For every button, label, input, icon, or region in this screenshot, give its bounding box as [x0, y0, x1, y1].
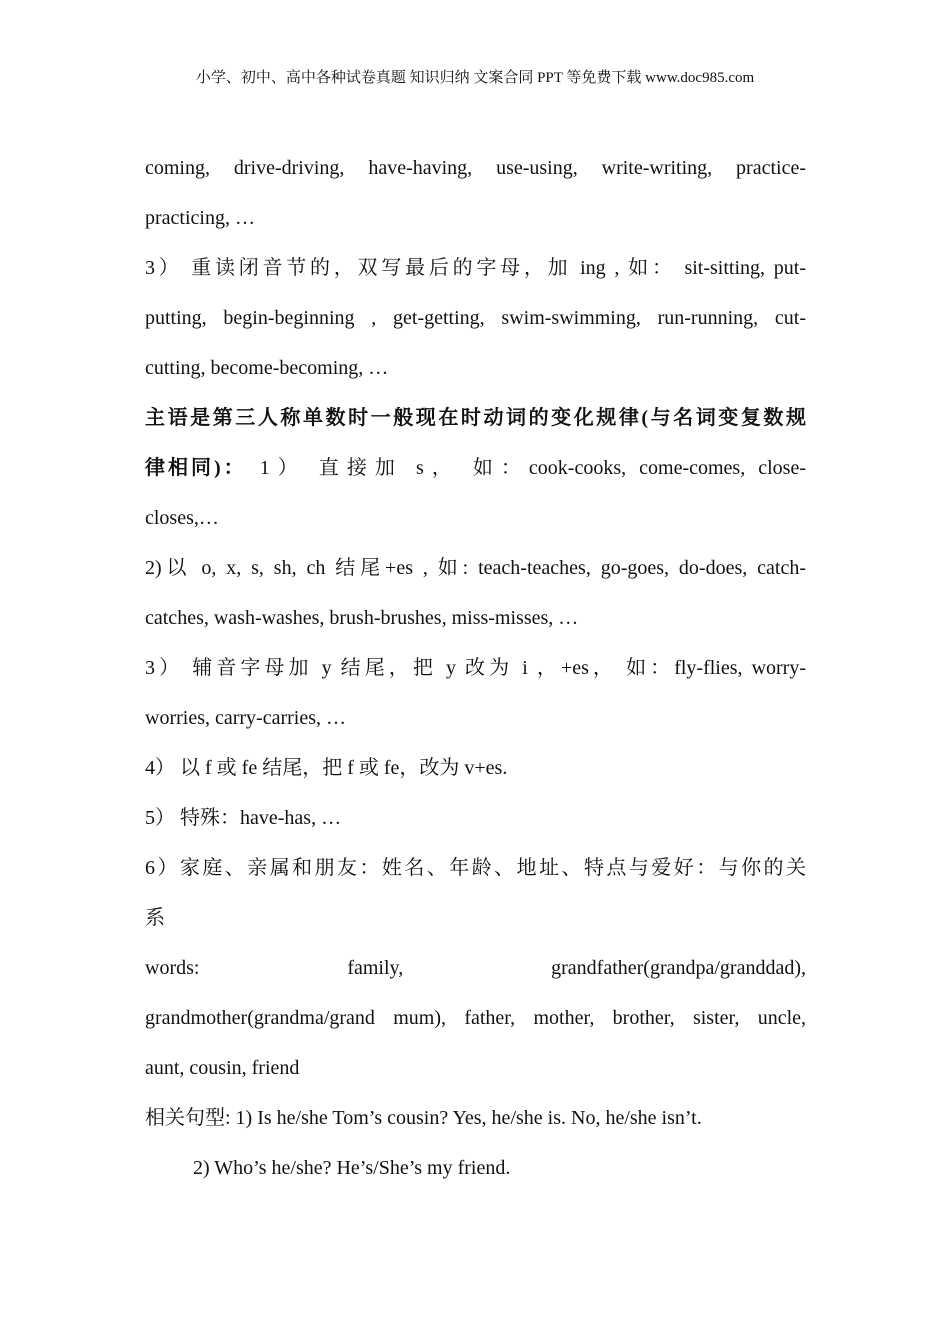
text-line: 2)以 o, x, s, sh, ch 结尾+es , 如: teach-teaches, go-goes, do-does, catch-	[145, 557, 806, 579]
text-line: worries, carry-carries, …	[145, 707, 347, 729]
rule-1: 1） 直接加 s， 如：cook-cooks, come-comes, close-	[246, 457, 806, 479]
text-line: 5） 特殊：have-has, …	[145, 807, 342, 829]
text-line: 系	[145, 907, 165, 929]
text-line: words: family, grandfather(grandpa/granddad),	[145, 957, 806, 979]
text-line: 2) Who’s he/she? He’s/She’s my friend.	[193, 1157, 511, 1179]
text-line: 4） 以 f 或 fe 结尾，把 f 或 fe，改为 v+es.	[145, 757, 508, 779]
text-line: closes,…	[145, 507, 219, 529]
section-heading: 主语是第三人称单数时一般现在时动词的变化规律(与名词变复数规	[145, 407, 806, 429]
text-line: catches, wash-washes, brush-brushes, miss-misses, …	[145, 607, 579, 629]
text-line: 6）家庭、亲属和朋友：姓名、年龄、地址、特点与爱好：与你的关	[145, 857, 806, 879]
text-line: putting, begin-beginning , get-getting, swim-swimming, run-running, cut-	[145, 307, 806, 329]
text-line: practicing, …	[145, 207, 255, 229]
text-line: 3） 辅音字母加 y 结尾，把 y 改为 i ，+es， 如：fly-flies, worry-	[145, 657, 806, 679]
text-line: 相关句型: 1) Is he/she Tom’s cousin? Yes, he/she is. No, he/she isn’t.	[145, 1107, 702, 1129]
text-line: aunt, cousin, friend	[145, 1057, 300, 1079]
text-line: coming, drive-driving, have-having, use-using, write-writing, practice-	[145, 157, 806, 179]
text-line: 3） 重读闭音节的，双写最后的字母，加 ing , 如： sit-sitting, put-	[145, 257, 806, 279]
text-line: grandmother(grandma/grand mum), father, mother, brother, sister, uncle,	[145, 1007, 806, 1029]
text-line: cutting, become-becoming, …	[145, 357, 389, 379]
page-header: 小学、初中、高中各种试卷真题 知识归纳 文案合同 PPT 等免费下载 www.doc985.com	[195, 70, 755, 86]
text-line	[145, 443, 806, 493]
section-heading-end: 律相同)：	[145, 457, 247, 479]
document-body	[145, 143, 806, 1193]
